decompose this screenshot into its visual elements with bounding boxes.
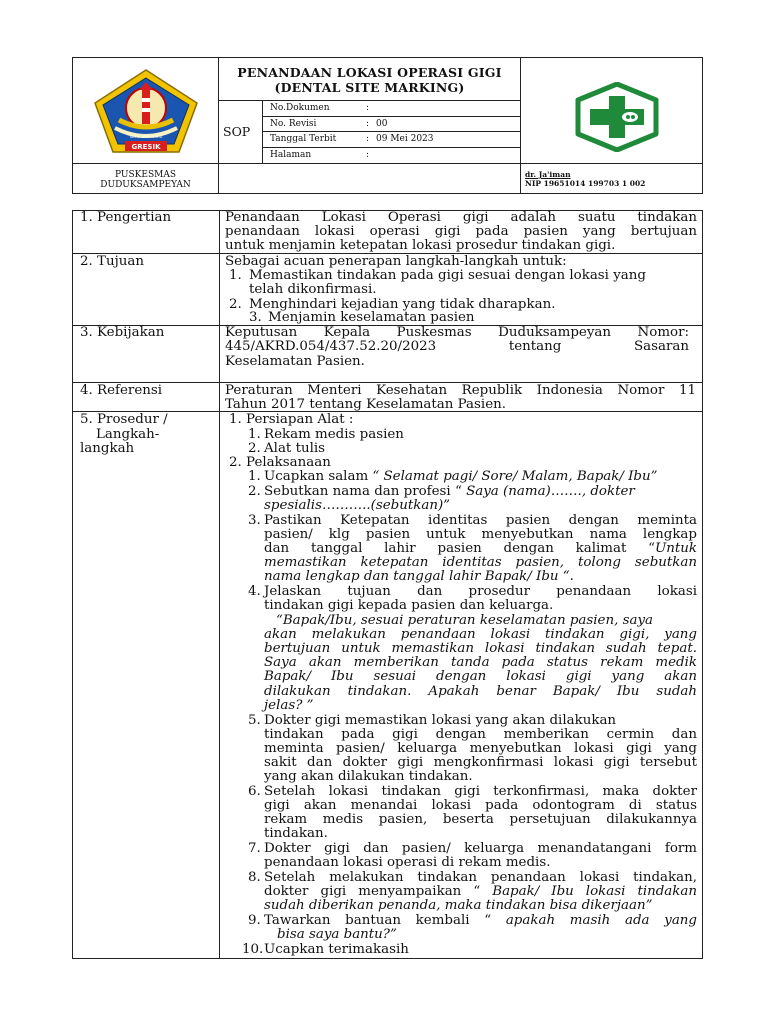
quote-text: Saya akan memberikan tanda pada status rekam medik — [264, 655, 697, 670]
puskesmas-logo-icon — [572, 82, 662, 152]
tujuan-item: telah dikonfirmasi. — [249, 282, 377, 297]
step-text: meminta pasien/ keluarga menyebutkan lokasi gigi yang — [264, 741, 697, 756]
list-number: 10. — [242, 942, 264, 957]
field-sep: : — [366, 150, 370, 160]
field-sep: : — [366, 103, 370, 113]
header-divider — [262, 131, 520, 132]
step-text: Setelah lokasi tindakan gigi terkonfirmasi, maka dokter — [264, 784, 697, 799]
tujuan-item: Menjamin keselamatan pasien — [268, 310, 475, 325]
quote-text: Bapak/ Ibu sesuai dengan lokasi gigi yang akan — [264, 669, 697, 684]
step-text: yang akan dilakukan tindakan. — [264, 769, 473, 784]
org-name: PUSKESMAS DUDUKSAMPEYAN — [100, 170, 191, 190]
header-divider — [262, 116, 520, 117]
referensi-text: Tahun 2017 tentang Keselamatan Pasien. — [225, 397, 506, 412]
list-number: 5. — [248, 713, 261, 728]
step-text: gigi akan menandai lokasi pada odontogram di status — [264, 798, 697, 813]
step-text: tindakan pada gigi dengan memberikan cermin dan — [264, 727, 697, 742]
list-number: 6. — [248, 784, 261, 799]
header-table — [72, 57, 703, 194]
header-divider — [262, 147, 520, 148]
step-text: sakit dan dokter gigi mengkonfirmasi lokasi gigi tersebut — [264, 755, 697, 770]
quote-text: jelas? ” — [264, 698, 314, 713]
field-label: No.Dokumen — [270, 103, 330, 113]
step-text: dan tanggal lahir pasien dengan kalimat “Untuk — [264, 541, 697, 556]
step-text: Ucapkan salam “ Selamat pagi/ Sore/ Malam, Bapak/ Ibu” — [264, 469, 658, 484]
step-text: bisa saya bantu?” — [277, 927, 397, 942]
section-label-referensi: 4. Referensi — [80, 383, 163, 398]
list-number: 2. — [248, 441, 261, 456]
pelaksanaan-title: 2. Pelaksanaan — [229, 455, 331, 470]
tujuan-item: Menghindari kejadian yang tidak dharapkan. — [249, 297, 556, 312]
step-text: Pastikan Ketepatan identitas pasien dengan meminta — [264, 513, 697, 528]
alat-item: Alat tulis — [264, 441, 326, 456]
kebijakan-text: Keselamatan Pasien. — [225, 354, 365, 369]
list-number: 8. — [248, 870, 261, 885]
header-divider — [520, 58, 521, 193]
referensi-text: Peraturan Menteri Kesehatan Republik Indonesia Nomor 11 — [225, 383, 696, 398]
quote-text: bertujuan untuk memastikan lokasi tindakan sudah tepat. — [264, 641, 697, 656]
list-number: 4. — [248, 584, 261, 599]
step-text: nama lengkap dan tanggal lahir Bapak/ Ibu “. — [264, 569, 574, 584]
pengertian-text: penandaan lokasi operasi gigi pada pasien yang bertujuan — [225, 224, 697, 239]
step-text: Tawarkan bantuan kembali “ apakah masih ada yang — [264, 913, 697, 928]
field-label: Tanggal Terbit — [270, 134, 337, 144]
field-value: 00 — [376, 119, 388, 129]
field-label: Halaman — [270, 150, 312, 160]
step-text: Ucapkan terimakasih — [264, 942, 409, 957]
logo-motto: SATYA BINA KARYA — [129, 135, 163, 139]
step-text: Dokter gigi memastikan lokasi yang akan dilakukan — [264, 713, 617, 728]
step-text: sudah diberikan penanda, maka tindakan bisa dikerjaan” — [264, 898, 653, 913]
kebijakan-text: 445/AKRD.054/437.52.20/2023 tentang Sasaran — [225, 339, 689, 354]
step-text: Sebutkan nama dan profesi “ Saya (nama)……., dokter — [264, 484, 635, 499]
kebijakan-text: Keputusan Kepala Puskesmas Duduksampeyan Nomor: — [225, 325, 689, 340]
header-divider — [262, 101, 263, 163]
document-title: PENANDAAN LOKASI OPERASI GIGI (DENTAL SITE MARKING) — [237, 65, 502, 95]
section-label-pengertian: 1. Pengertian — [80, 210, 172, 225]
pengertian-text: untuk menjamin ketepatan lokasi prosedur tindakan gigi. — [225, 238, 616, 253]
field-label: No. Revisi — [270, 119, 317, 129]
list-number: 2. — [229, 297, 242, 312]
quote-text: “Bapak/Ibu, sesuai peraturan keselamatan pasien, saya — [276, 613, 654, 628]
field-sep: : — [366, 119, 370, 129]
header-divider — [73, 163, 702, 164]
list-number: 7. — [248, 841, 261, 856]
step-text: Jelaskan tujuan dan prosedur penandaan lokasi — [264, 584, 697, 599]
list-number: 1. — [248, 469, 261, 484]
list-number: 3. — [249, 310, 262, 325]
table-divider — [219, 211, 220, 958]
list-number: 1. — [248, 427, 261, 442]
section-label-tujuan: 2. Tujuan — [80, 254, 144, 269]
quote-text: akan melakukan penandaan lokasi tindakan gigi, yang — [264, 627, 697, 642]
section-label-prosedur: 5. Prosedur / — [80, 412, 168, 427]
step-text: memastikan ketepatan identitas pasien, tolong sebutkan — [264, 555, 697, 570]
pengertian-text: Penandaan Lokasi Operasi gigi adalah suatu tindakan — [225, 210, 697, 225]
step-text: penandaan lokasi operasi di rekam medis. — [264, 855, 551, 870]
step-text: rekam medis pasien, beserta persetujuan dilakukannya — [264, 812, 697, 827]
section-label-prosedur: langkah — [80, 441, 135, 456]
tujuan-intro: Sebagai acuan penerapan langkah-langkah untuk: — [225, 254, 567, 269]
header-divider — [218, 100, 520, 101]
list-number: 3. — [248, 513, 261, 528]
step-text: tindakan. — [264, 826, 328, 841]
list-number: 1. — [229, 268, 242, 283]
tujuan-item: Memastikan tindakan pada gigi sesuai dengan lokasi yang — [249, 268, 646, 283]
sop-label: SOP — [223, 124, 251, 139]
step-text: pasien/ klg pasien untuk menyebutkan nama lengkap — [264, 527, 697, 542]
step-text: tindakan gigi kepada pasien dan keluarga. — [264, 598, 554, 613]
gresik-logo-icon — [89, 68, 203, 156]
signer: dr. Ja'iman NIP 19651014 199703 1 002 — [525, 170, 646, 188]
quote-text: dilakukan tindakan. Apakah benar Bapak/ Ibu sudah — [264, 684, 697, 699]
alat-item: Rekam medis pasien — [264, 427, 404, 442]
logo-text: GRESIK — [131, 143, 161, 151]
section-label-prosedur: Langkah- — [96, 427, 160, 442]
list-number: 2. — [248, 484, 261, 499]
step-text: spesialis………..(sebutkan)” — [264, 498, 451, 513]
step-text: dokter gigi menyampaikan “ Bapak/ Ibu lokasi tindakan — [264, 884, 698, 899]
field-value: 09 Mei 2023 — [376, 134, 434, 144]
step-text: Dokter gigi dan pasien/ keluarga menandatangani form — [264, 841, 697, 856]
field-sep: : — [366, 134, 370, 144]
persiapan-title: 1. Persiapan Alat : — [229, 412, 354, 427]
section-label-kebijakan: 3. Kebijakan — [80, 325, 165, 340]
list-number: 9. — [248, 913, 261, 928]
step-text: Setelah melakukan tindakan penandaan lokasi tindakan, — [264, 870, 697, 885]
